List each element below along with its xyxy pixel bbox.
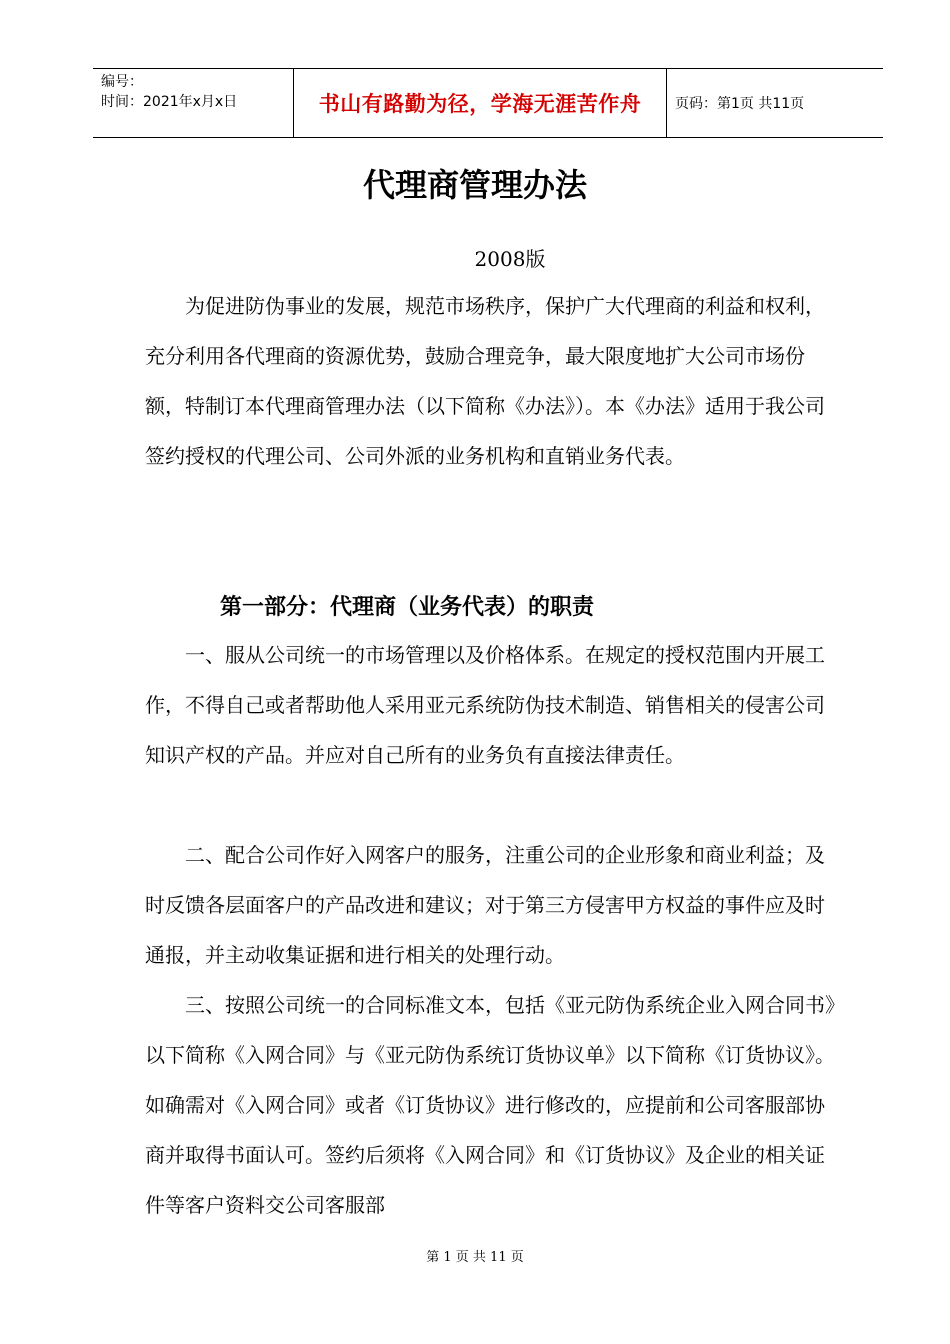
section-heading: 第一部分：代理商（业务代表）的职责 <box>220 595 595 620</box>
motto-text: 书山有路勤为径，学海无涯苦作舟 <box>318 92 642 116</box>
header-page-cell <box>667 69 883 137</box>
item-text: 一、服从公司统一的市场管理以及价格体系。在规定的授权范围内开展工作，不得自己或者帮助他人采用亚元系统防伪技术制造、销售相关的侵害公司知识产权的产品。并应对自己所有的业务负有直接法律责任。 <box>145 643 825 767</box>
page-footer: 第 1 页 共 11 页 <box>426 1250 524 1265</box>
number-label: 编号： <box>101 74 143 90</box>
document-title: 代理商管理办法 <box>362 166 587 204</box>
item-paragraph-1 <box>145 630 835 780</box>
item-paragraph-2 <box>145 830 835 980</box>
intro-paragraph <box>145 281 835 481</box>
document-edition: 2008版 <box>474 247 546 271</box>
intro-text: 为促进防伪事业的发展，规范市场秩序，保护广大代理商的利益和权利，充分利用各代理商的资源优势，鼓励合理竞争，最大限度地扩大公司市场份额，特制订本代理商管理办法（以下简称《办法》）。本《办法》适用于我公司签约授权的代理公司、公司外派的业务机构和直销业务代表。 <box>145 294 825 468</box>
header-meta-cell <box>93 69 294 137</box>
time-label: 时间：2021年x月x日 <box>101 94 238 110</box>
item-text: 三、按照公司统一的合同标准文本，包括《亚元防伪系统企业入网合同书》以下简称《入网合同》与《亚元防伪系统订货协议单》以下简称《订货协议》。如确需对《入网合同》或者《订货协议》进行修改的，应提前和公司客服部协商并取得书面认可。签约后须将《入网合同》和《订货协议》及企业的相关证件等客户资料交公司客服部 <box>145 993 835 1217</box>
item-paragraph-3 <box>145 980 835 1230</box>
header-page-info: 页码：第1页 共11页 <box>675 96 805 112</box>
page-header <box>93 68 883 138</box>
header-motto-cell <box>294 69 667 137</box>
item-text: 二、配合公司作好入网客户的服务，注重公司的企业形象和商业利益；及时反馈各层面客户的产品改进和建议；对于第三方侵害甲方权益的事件应及时通报，并主动收集证据和进行相关的处理行动。 <box>145 843 825 967</box>
